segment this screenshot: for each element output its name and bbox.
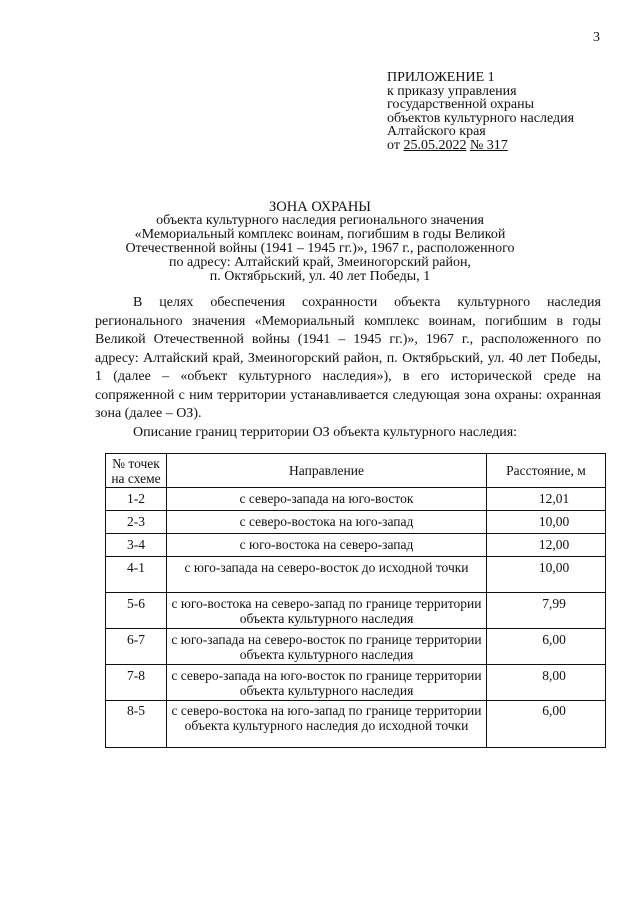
zone-title: ЗОНА ОХРАНЫ [269,199,371,215]
page-number: 3 [593,30,600,45]
cell-points: 5-6 [106,593,167,629]
cell-direction: с юго-востока на северо-запад [167,534,487,557]
appendix-line: к приказу управления [387,83,517,99]
zone-line: по адресу: Алтайский край, Змеиногорский район, [169,255,471,270]
cell-direction: с юго-востока на северо-запад по границе территории объекта культурного наследия [167,593,487,629]
zone-title-block [95,200,545,284]
cell-direction: с северо-востока на юго-запад по границе территории объекта культурного наследия до исходной точки [167,701,487,748]
boundary-table [105,453,606,748]
zone-line: Отечественной войны (1941 – 1945 гг.)», 1967 г., расположенного [125,241,515,256]
cell-points: 6-7 [106,629,167,665]
appendix-number: № 317 [469,137,508,153]
description-paragraph: Описание границ территории ОЗ объекта культурного наследия: [133,424,518,440]
cell-distance: 7,99 [487,593,606,629]
zone-line: «Мемориальный комплекс воинам, погибшим в годы Великой [134,227,506,242]
intro-section [95,294,601,442]
cell-distance: 6,00 [487,629,606,665]
header-distance: Расстояние, м [487,454,606,488]
table-row [106,593,606,629]
cell-distance: 6,00 [487,701,606,748]
cell-distance: 12,00 [487,534,606,557]
cell-points: 3-4 [106,534,167,557]
appendix-line: Алтайского края [387,124,486,139]
table-row [106,488,606,511]
table-row [106,557,606,593]
table-row [106,511,606,534]
cell-direction: с юго-запада на северо-восток по границе территории объекта культурного наследия [167,629,487,665]
header-points: № точек на схеме [106,454,167,488]
header-direction: Направление [167,454,487,488]
cell-points: 1-2 [106,488,167,511]
cell-distance: 10,00 [487,511,606,534]
appendix-date-line [387,139,574,153]
zone-line: п. Октябрьский, ул. 40 лет Победы, 1 [209,269,431,284]
table-row [106,665,606,701]
cell-distance: 8,00 [487,665,606,701]
table-row [106,701,606,748]
cell-points: 7-8 [106,665,167,701]
cell-distance: 12,01 [487,488,606,511]
intro-paragraph: В целях обеспечения сохранности объекта культурного наследия регионального значения «Мемориальный комплекс воинам, погибшим в годы Великой Отечественной войны (1941 – 1945 гг.)», 1967 г., расположенного по адресу: Алтайский край, Змеиногорский район, п. Октябрьский, ул. 40 лет Победы, 1 (далее – «объект культурного наследия»), в его исторической среде на сопряженной с ним территории устанавливается следующая зона охраны: охранная зона (далее – ОЗ). [95,295,601,421]
table-row [106,629,606,665]
cell-direction: с северо-запада на юго-восток по границе территории объекта культурного наследия [167,665,487,701]
zone-line: объекта культурного наследия регионального значения [156,213,484,228]
appendix-line: государственной охраны [387,97,535,112]
table-row [106,534,606,557]
appendix-title: ПРИЛОЖЕНИЕ 1 [387,70,495,85]
appendix-from-prefix: от [387,137,400,153]
appendix-date: 25.05.2022 [403,137,467,153]
cell-direction: с северо-запада на юго-восток [167,488,487,511]
cell-points: 4-1 [106,557,167,593]
cell-points: 2-3 [106,511,167,534]
appendix-header [387,71,574,152]
cell-points: 8-5 [106,701,167,748]
cell-direction: с юго-запада на северо-восток до исходной точки [167,557,487,593]
cell-distance: 10,00 [487,557,606,593]
table-header-row [106,454,606,488]
appendix-line: объектов культурного наследия [387,110,575,126]
cell-direction: с северо-востока на юго-запад [167,511,487,534]
